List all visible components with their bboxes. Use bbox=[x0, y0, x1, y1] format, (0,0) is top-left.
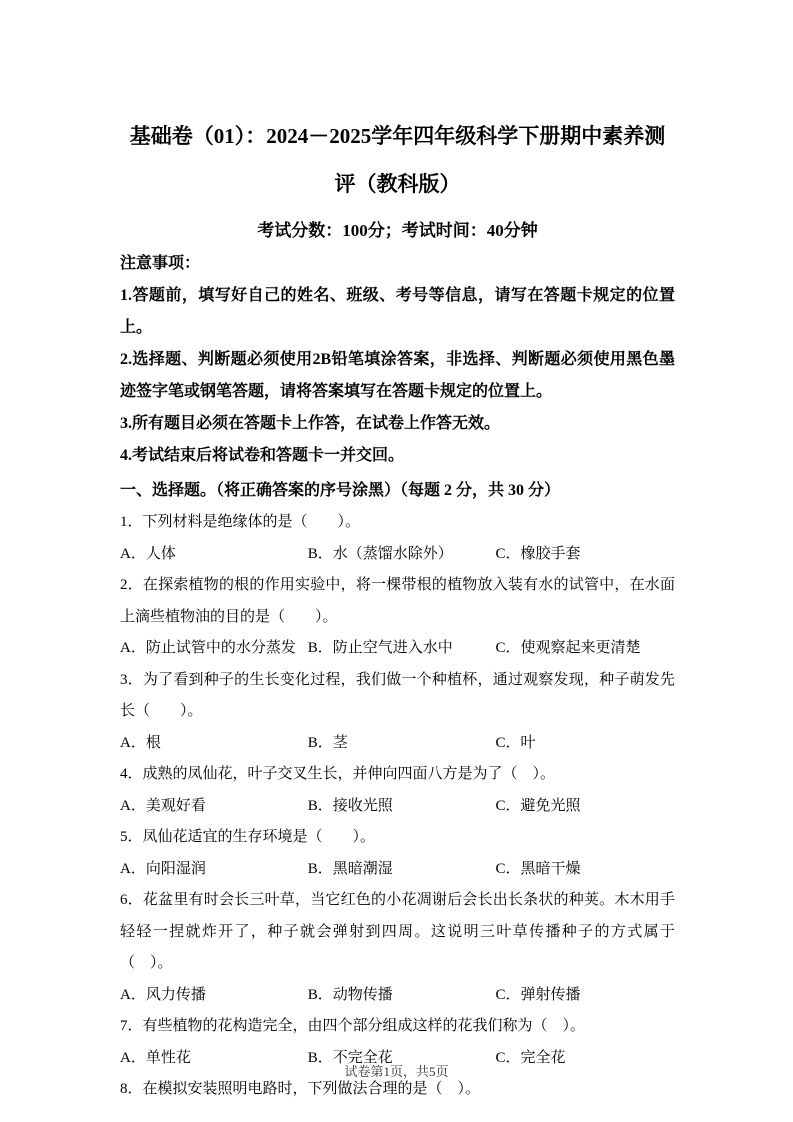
question-1 bbox=[120, 507, 675, 570]
question-text: 5．凤仙花适宜的生存环境是（ ）。 bbox=[120, 829, 376, 845]
option-c: C．避免光照 bbox=[495, 797, 581, 814]
question-4 bbox=[120, 759, 675, 822]
option-b: B．防止空气进入水中 bbox=[307, 640, 453, 656]
option-a: A．根 bbox=[120, 734, 161, 751]
option-c: C．弹射传播 bbox=[495, 986, 581, 1003]
question-text: 1．下列材料是绝缘体的是（ ）。 bbox=[120, 514, 361, 530]
option-c: C．使观察起来更清楚 bbox=[495, 640, 641, 656]
page-title: 基础卷（01）：2024－2025学年四年级科学下册期中素养测评（教科版） bbox=[129, 124, 666, 196]
question-5 bbox=[120, 822, 675, 885]
notice-item-4: 4.考试结束后将试卷和答题卡一并交回。 bbox=[120, 447, 405, 464]
question-text: 3．为了看到种子的生长变化过程，我们做一个种植杯，通过观察发现，种子萌发先长（ ）。 bbox=[120, 671, 675, 719]
option-b: B．水（蒸馏水除外） bbox=[307, 545, 453, 562]
page-footer: 试卷第1页，共5页 bbox=[344, 1064, 449, 1079]
notice-item-3: 3.所有题目必须在答题卡上作答，在试卷上作答无效。 bbox=[120, 415, 501, 432]
option-a: A．单性花 bbox=[120, 1049, 191, 1066]
option-c: C．叶 bbox=[495, 734, 536, 751]
option-c: C．完全花 bbox=[495, 1049, 566, 1066]
question-options bbox=[120, 539, 675, 571]
question-options bbox=[120, 854, 675, 886]
question-options bbox=[120, 980, 675, 1012]
option-a: A．美观好看 bbox=[120, 797, 206, 814]
notice-header: 注意事项： bbox=[120, 255, 201, 272]
notice-item-2: 2.选择题、判断题必须使用2B铅笔填涂答案，非选择、判断题必须使用黑色墨迹签字笔或钢笔答题，请将答案填写在答题卡规定的位置上。 bbox=[120, 351, 675, 400]
option-a: A．防止试管中的水分蒸发 bbox=[120, 640, 296, 656]
question-options bbox=[120, 791, 675, 823]
section-header: 一、选择题。（将正确答案的序号涂黑）（每题 2 分，共 30 分） bbox=[120, 482, 561, 499]
option-a: A．人体 bbox=[120, 545, 176, 562]
question-text: 8．在模拟安装照明电路时，下列做法合理的是（ ）。 bbox=[120, 1081, 481, 1097]
question-2 bbox=[120, 570, 675, 665]
question-text: 2．在探索植物的根的作用实验中，将一棵带根的植物放入装有水的试管中，在水面上滴些植物油的目的是（ ）。 bbox=[120, 577, 675, 625]
option-c: C．橡胶手套 bbox=[495, 545, 581, 562]
option-b: B．动物传播 bbox=[307, 986, 393, 1003]
option-a: A．风力传播 bbox=[120, 986, 206, 1003]
exam-info: 考试分数：100分；考试时间：40分钟 bbox=[257, 221, 538, 240]
option-b: B．不完全花 bbox=[307, 1049, 393, 1066]
question-text: 7．有些植物的花构造完全，由四个部分组成这样的花我们称为（ ）。 bbox=[120, 1018, 586, 1034]
question-options bbox=[120, 728, 675, 760]
question-6 bbox=[120, 885, 675, 1011]
option-b: B．黑暗潮湿 bbox=[307, 860, 393, 877]
question-text: 6．花盆里有时会长三叶草，当它红色的小花凋谢后会长出长条状的种荚。木木用手轻轻一捏就炸开了，种子就会弹射到四周。这说明三叶草传播种子的方式属于（ ）。 bbox=[120, 892, 675, 971]
option-c: C．黑暗干燥 bbox=[495, 860, 581, 877]
question-text: 4．成熟的凤仙花，叶子交叉生长，并伸向四面八方是为了（ ）。 bbox=[120, 766, 556, 782]
option-a: A．向阳湿润 bbox=[120, 860, 206, 877]
option-b: B．茎 bbox=[307, 734, 348, 751]
notice-item-1: 1.答题前，填写好自己的姓名、班级、考号等信息，请写在答题卡规定的位置上。 bbox=[120, 287, 675, 336]
question-3 bbox=[120, 665, 675, 760]
question-options bbox=[120, 633, 675, 665]
option-b: B．接收光照 bbox=[307, 797, 393, 814]
